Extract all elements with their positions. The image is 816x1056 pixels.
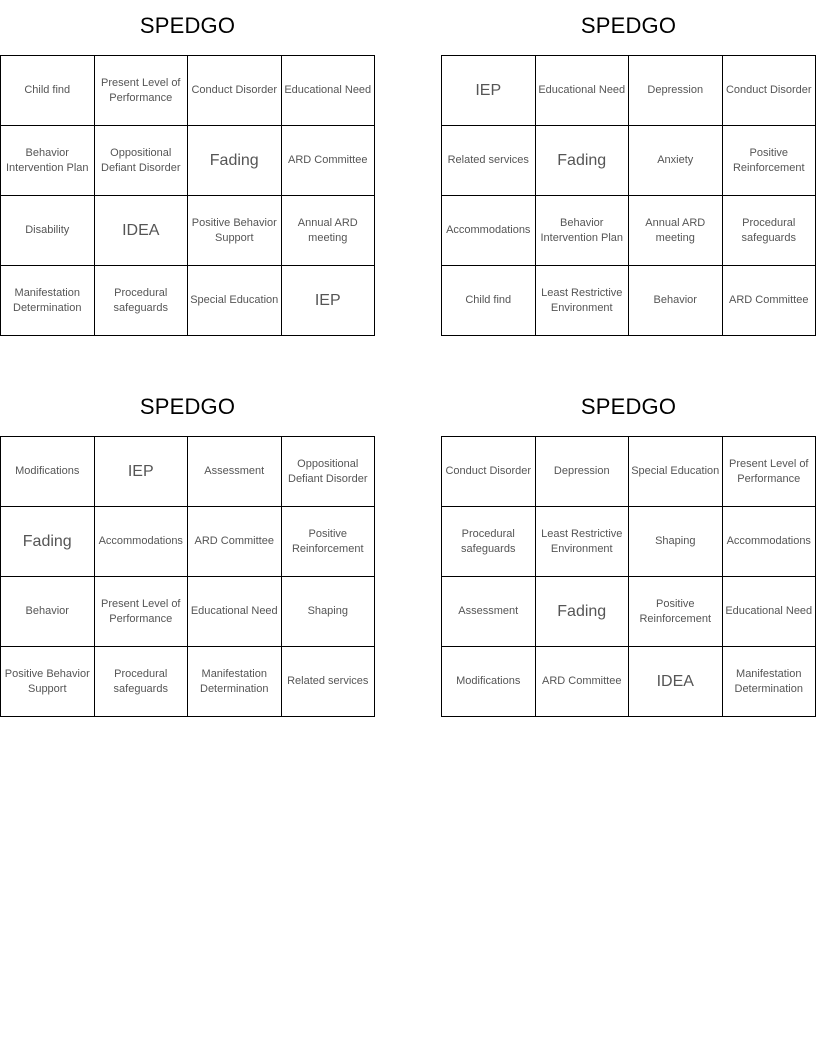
grid-cell: ARD Committee	[535, 647, 629, 717]
grid-cell: ARD Committee	[281, 126, 375, 196]
grid-cell: Accommodations	[722, 507, 816, 577]
grid-cell: Positive Reinforcement	[281, 507, 375, 577]
grid-row	[442, 126, 816, 196]
grid-cell: IEP	[442, 56, 536, 126]
grid-cell: Conduct Disorder	[722, 56, 816, 126]
grid-cell: Present Level of Performance	[94, 56, 188, 126]
grid-cell: Manifestation Determination	[188, 647, 282, 717]
grid-cell: IEP	[281, 266, 375, 336]
bingo-card-3	[0, 381, 375, 717]
grid-cell: Conduct Disorder	[188, 56, 282, 126]
grid-row	[442, 507, 816, 577]
grid-cell: Annual ARD meeting	[281, 196, 375, 266]
grid-cell: Related services	[442, 126, 536, 196]
grid-cell: Behavior Intervention Plan	[535, 196, 629, 266]
grid-cell: IEP	[94, 437, 188, 507]
grid-cell: Behavior	[629, 266, 723, 336]
grid-cell: Fading	[188, 126, 282, 196]
grid-cell: Procedural safeguards	[442, 507, 536, 577]
grid-row	[442, 56, 816, 126]
grid-cell: Anxiety	[629, 126, 723, 196]
grid-cell: Educational Need	[535, 56, 629, 126]
grid-cell: Procedural safeguards	[94, 647, 188, 717]
grid-cell: Educational Need	[722, 577, 816, 647]
grid-cell: Fading	[535, 577, 629, 647]
grid-cell: Least Restrictive Environment	[535, 266, 629, 336]
grid-row	[442, 437, 816, 507]
grid-row	[442, 577, 816, 647]
grid-cell: Behavior Intervention Plan	[1, 126, 95, 196]
grid-row	[442, 196, 816, 266]
card-title: SPEDGO	[580, 394, 677, 419]
grid-cell: Modifications	[442, 647, 536, 717]
grid-cell: Related services	[281, 647, 375, 717]
grid-cell: Conduct Disorder	[442, 437, 536, 507]
grid-cell: ARD Committee	[188, 507, 282, 577]
grid-cell: Present Level of Performance	[722, 437, 816, 507]
grid-cell: Procedural safeguards	[722, 196, 816, 266]
grid-cell: Child find	[442, 266, 536, 336]
grid-cell: Manifestation Determination	[722, 647, 816, 717]
grid-cell: Depression	[535, 437, 629, 507]
grid-cell: Fading	[535, 126, 629, 196]
grid-cell: Oppositional Defiant Disorder	[94, 126, 188, 196]
grid-cell: Accommodations	[94, 507, 188, 577]
grid-row	[1, 196, 375, 266]
grid-cell: Positive Behavior Support	[188, 196, 282, 266]
card-title: SPEDGO	[139, 394, 236, 419]
grid-cell: Child find	[1, 56, 95, 126]
grid-cell: Positive Reinforcement	[722, 126, 816, 196]
grid-row	[1, 647, 375, 717]
bingo-grid	[441, 436, 816, 717]
grid-cell: Fading	[1, 507, 95, 577]
grid-row	[1, 126, 375, 196]
grid-row	[1, 266, 375, 336]
grid-cell: Annual ARD meeting	[629, 196, 723, 266]
grid-row	[1, 507, 375, 577]
grid-cell: Special Education	[629, 437, 723, 507]
grid-cell: Behavior	[1, 577, 95, 647]
grid-cell: Assessment	[188, 437, 282, 507]
grid-cell: Educational Need	[188, 577, 282, 647]
grid-cell: Positive Reinforcement	[629, 577, 723, 647]
card-title: SPEDGO	[139, 13, 236, 38]
card-title: SPEDGO	[580, 13, 677, 38]
grid-row	[442, 647, 816, 717]
grid-cell: Disability	[1, 196, 95, 266]
grid-cell: Positive Behavior Support	[1, 647, 95, 717]
grid-cell: Procedural safeguards	[94, 266, 188, 336]
grid-row	[1, 437, 375, 507]
grid-cell: Assessment	[442, 577, 536, 647]
grid-row	[442, 266, 816, 336]
bingo-card-1	[0, 0, 375, 336]
bingo-grid	[0, 436, 375, 717]
grid-cell: IDEA	[94, 196, 188, 266]
grid-cell: Manifestation Determination	[1, 266, 95, 336]
grid-cell: Shaping	[281, 577, 375, 647]
grid-cell: Educational Need	[281, 56, 375, 126]
bingo-card-4	[441, 381, 816, 717]
grid-cell: Least Restrictive Environment	[535, 507, 629, 577]
grid-row	[1, 56, 375, 126]
grid-cell: Oppositional Defiant Disorder	[281, 437, 375, 507]
bingo-grid	[441, 55, 816, 336]
grid-cell: Depression	[629, 56, 723, 126]
grid-cell: Special Education	[188, 266, 282, 336]
bingo-grid	[0, 55, 375, 336]
grid-cell: Present Level of Performance	[94, 577, 188, 647]
grid-cell: Accommodations	[442, 196, 536, 266]
grid-cell: IDEA	[629, 647, 723, 717]
grid-cell: Modifications	[1, 437, 95, 507]
bingo-card-2	[441, 0, 816, 336]
grid-row	[1, 577, 375, 647]
grid-cell: ARD Committee	[722, 266, 816, 336]
grid-cell: Shaping	[629, 507, 723, 577]
